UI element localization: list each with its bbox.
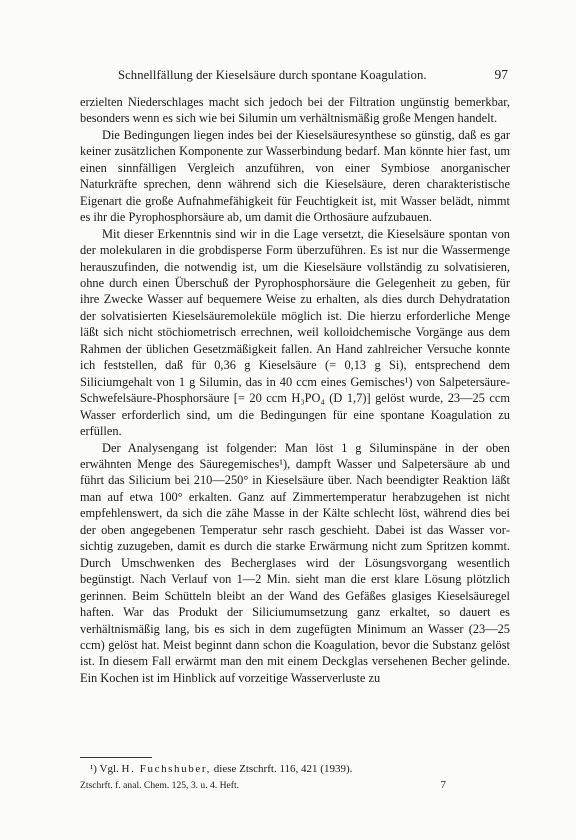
paragraph-4: Der Analysengang ist folgender: Man löst 1 g Siluminspäne in der oben erwähnten Menge des Säuregemisches¹), dampft Wasser und Salpetersäure ab und führt das Silicium bei 210—250° in Kieselsäure über. Nach beendigter Reaktion läßt man auf etwa 100° erkalten. Ganz auf Zimmertemperatur herabzugehen ist nicht empfehlenswert, da sich die zähe Masse in der Kälte schlecht löst, während dies bei der oben angegebenen Temperatur sehr rasch geschieht. Dabei ist das Wasser vorsichtig zuzugeben, damit es durch die starke Erwärmung nicht zum Spritzen kommt. Durch Umschwenken des Becherglases wird der Lösungsvorgang wesentlich begünstigt. Nach Verlauf von 1—2 Min. sieht man die erst klare Lösung plötzlich gerinnen. Beim Schütteln bleibt an der Wand des Gefäßes glasiges Kieselsäuregel haften. War das Produkt der Siliciumumsetzung ganz erkaltet, so dauert es verhältnismäßig lang, bis es sich in dem zugefügten Minimum an Wasser (23—25 ccm) gelöst hat. Meist beginnt dann schon die Koagulation, bevor die Substanz gelöst ist. In diesem Fall erwärmt man den mit einem Deckglas versehenen Becher gelinde. Ein Kochen ist im Hinblick auf vorzeitige Wasserverluste zu <box>80 440 510 685</box>
body-text <box>80 94 510 686</box>
footnote-marker: ¹) <box>90 763 97 775</box>
footnote-rule <box>80 757 152 758</box>
page-number: 97 <box>494 67 508 82</box>
paragraph-3: Mit dieser Erkenntnis sind wir in die Lage versetzt, die Kieselsäure spontan von der molekularen in die grobdisperse Form überzuführen. Es ist nur die Wassermenge herauszufinden, die notwendig ist, um die Kieselsäure vollständig zu solvatisieren, ohne durch einen Überschuß der Pyrophosphorsäure die Gelegenheit zu geben, für ihre Zwecke Wasser auf bequemere Weise zu erhalten, als dies durch Dehydratation der solvatisierten Kieselsäuremoleküle möglich ist. Die hierzu erforderliche Menge läßt sich nicht stöchiometrisch errechnen, weil kolloidchemische Vorgänge aus dem Rahmen der üblichen Gesetzmäßigkeit fallen. An Hand zahlreicher Versuche konnte ich feststellen, daß für 0,36 g Kieselsäure (= 0,13 g Si), entsprechend dem Siliciumgehalt von 1 g Silumin, das in 40 ccm eines Gemisches¹) von Salpetersäure-Schwefelsäure-Phosphorsäure [= 20 ccm H₃PO₄ (D 1,7)] gelöst wurde, 23—25 ccm Wasser erforderlich sind, um die Bedingungen für eine spontane Koagulation zu erfüllen. <box>80 226 510 439</box>
journal-line: Ztschrft. f. anal. Chem. 125, 3. u. 4. Heft. <box>80 780 240 791</box>
signature-mark: 7 <box>440 779 446 791</box>
paragraph-1: erzielten Niederschlages macht sich jedoch bei der Filtration ungünstig bemerkbar, besonders wenn es sich wie bei Silumin um verhältnismäßig große Mengen handelt. <box>80 95 510 126</box>
paragraph-2: Die Bedingungen liegen indes bei der Kieselsäuresynthese so günstig, daß es gar keiner zusätzlichen Komponente zur Wasserbindung bedarf. Man könnte hier fast, um einen sinnfälligen Vergleich anzuführen, von einer Symbiose anorganischer Naturkräfte sprechen, denn während sich die Kieselsäure, deren charakteristische Eigenart die große Aufnahmefähigkeit für Feuchtigkeit ist, mit Wasser belädt, nimmt es ihr die Pyrophosphorsäure ab, um damit die Orthosäure aufzubauen. <box>80 127 510 225</box>
running-title: Schnellfällung der Kieselsäure durch spontane Koagulation. <box>118 68 427 82</box>
footnote-reference: diese Ztschrft. 116, 421 (1939). <box>213 763 353 775</box>
footnote-prefix: Vgl. <box>99 763 119 775</box>
page-footer <box>80 779 512 792</box>
footnote-author: H. Fuchshuber, <box>121 763 212 775</box>
footnote <box>90 762 510 776</box>
